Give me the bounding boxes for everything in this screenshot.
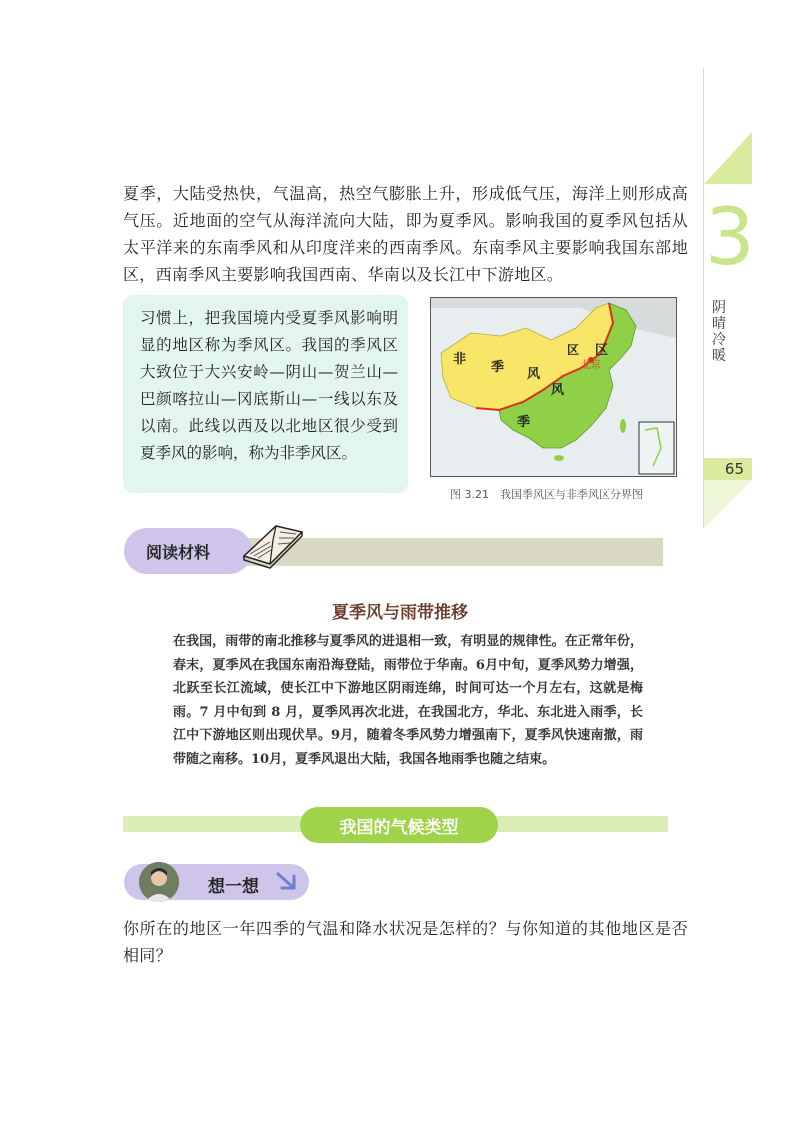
map-label: 季: [517, 415, 531, 430]
map-label: 区: [595, 343, 609, 358]
map-beijing-label: 北京: [581, 360, 601, 371]
callout-text: 习惯上，把我国境内受夏季风影响明显的地区称为季风区。我国的季风区大致位于大兴安岭—阴山—贺兰山—巴颜喀拉山—冈底斯山—一线以东及以南。此线以西及以北地区很少受到夏季风的影响，称为非季风区。: [140, 309, 398, 462]
think-label: 想一想: [208, 877, 259, 897]
student-photo: [139, 862, 179, 902]
map-label: 非: [453, 352, 467, 367]
open-book-icon: [240, 522, 306, 572]
map-label: 区: [567, 343, 580, 357]
sidebar-bottom-decoration: [704, 480, 752, 528]
reading-title: 夏季风与雨带推移: [332, 603, 468, 623]
map-label: 风: [551, 383, 565, 398]
section-title: 我国的气候类型: [339, 818, 459, 838]
chapter-title-char: 暖: [712, 348, 726, 364]
chapter-title-char: 晴: [712, 316, 726, 332]
map-svg: [431, 298, 676, 476]
reading-body: 在我国，雨带的南北推移与夏季风的进退相一致，有明显的规律性。在正常年份，春末，夏季风在我国东南沿海登陆，雨带位于华南。6月中旬，夏季风势力增强，北跃至长江流域，使长江中下游地区阴雨连绵，时间可达一个月左右，这就是梅雨。7 月中旬到 8 月，夏季风再次北进，在我国北方，华北、东北进入雨季，长江中下游地区则出现伏旱。9月，随着冬季风势力增强南下，夏季风快速南撤，雨带随之南移。10月，夏季风退出大陆，我国各地雨季也随之结束。: [173, 634, 643, 767]
map-island: [554, 455, 564, 461]
question-paragraph: 你所在的地区一年四季的气温和降水状况是怎样的？与你知道的其他地区是否相同？: [123, 919, 688, 965]
map-label: 季: [491, 360, 505, 375]
map-caption: 图 3.21 我国季风区与非季风区分界图: [450, 488, 643, 501]
sidebar-corner-decoration: [704, 132, 752, 184]
chapter-title: [712, 300, 732, 364]
page-number: 65: [724, 460, 744, 478]
chapter-title-char: 冷: [712, 332, 726, 348]
reading-label: 阅读材料: [146, 543, 211, 562]
chapter-title-char: 阴: [712, 300, 726, 316]
arrow-down-right-icon: [274, 870, 302, 894]
body-paragraph: 夏季，大陆受热快，气温高，热空气膨胀上升，形成低气压，海洋上则形成高气压。近地面的空气从海洋流向大陆，即为夏季风。影响我国的夏季风包括从太平洋来的东南季风和从印度洋来的西南季风。东南季风主要影响我国东部地区，西南季风主要影响我国西南、华南以及长江中下游地区。: [123, 184, 688, 284]
map-label: 风: [527, 367, 541, 382]
chapter-number: 3: [705, 193, 755, 283]
map-inset: [639, 422, 674, 474]
map-island: [620, 419, 626, 433]
monsoon-map: [430, 297, 677, 477]
